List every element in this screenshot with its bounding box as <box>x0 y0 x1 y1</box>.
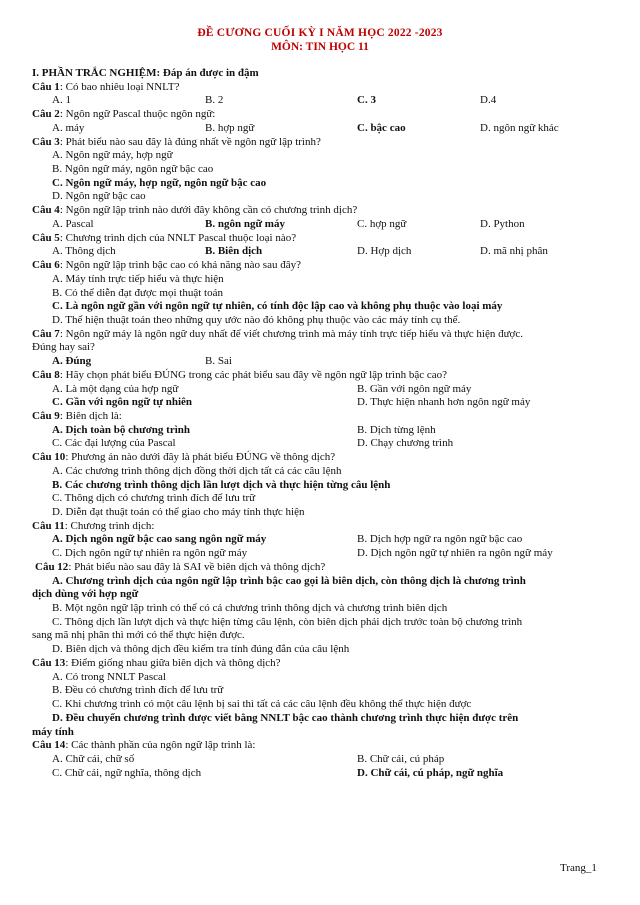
question-5-options <box>32 245 622 259</box>
option-d: D. Dịch ngôn ngữ tự nhiên ra ngôn ngữ máy <box>357 547 553 560</box>
option-b-correct: B. Các chương trình thông dịch lần lượt dịch và thực hiện từng câu lệnh <box>52 478 391 491</box>
option-d: D. Chạy chương trình <box>357 437 454 450</box>
page-number: Trang_1 <box>560 862 597 874</box>
option-c-correct: C. Là ngôn ngữ gần với ngôn ngữ tự nhiên, có tính độc lập cao và không phụ thuộc vào loại máy <box>52 300 503 313</box>
option-b: B. Chữ cái, cú pháp <box>357 752 445 765</box>
question-1-options <box>32 94 622 108</box>
option-a: A. Chữ cái, chữ số <box>52 752 135 765</box>
option-d-correct: D. Chữ cái, cú pháp, ngữ nghĩa <box>357 766 504 779</box>
question-3: Câu 3: Phát biểu nào sau đây là đúng nhất về ngôn ngữ lập trình? <box>32 135 321 148</box>
option-d: D. Diễn đạt thuật toán có thể giao cho máy tính thực hiện <box>52 506 305 518</box>
option-a: A. Ngôn ngữ máy, hợp ngữ <box>52 149 173 162</box>
option-d-correct: D. Đều chuyển chương trình được viết bằng NNLT bậc cao thành chương trình thực hiện được trên <box>52 711 519 724</box>
option-d: D. mã nhị phân <box>480 245 548 258</box>
option-b: B. Dịch từng lệnh <box>357 423 436 436</box>
option-a-correct: A. Dịch ngôn ngữ bậc cao sang ngôn ngữ máy <box>52 533 267 546</box>
option-c-correct: C. Ngôn ngữ máy, hợp ngữ, ngôn ngữ bậc cao <box>52 176 267 189</box>
question-4: Câu 4: Ngôn ngữ lập trình nào dưới đây không cần có chương trình dịch? <box>32 204 358 217</box>
option-d-correct-continued: máy tính <box>32 725 74 738</box>
question-14-options-row2 <box>32 767 622 781</box>
option-d: D.4 <box>480 94 497 107</box>
option-a-correct-continued: dịch dùng với hợp ngữ <box>32 588 139 601</box>
option-a-correct: A. Đúng <box>52 355 92 368</box>
option-d: D. Thể hiện thuật toán theo những quy ước nào đó không phụ thuộc vào các máy tính cụ thể. <box>52 313 461 326</box>
question-6: Câu 6: Ngôn ngữ lập trình bậc cao có khả năng nào sau đây? <box>32 259 301 272</box>
option-d: D. ngôn ngữ khác <box>480 121 559 134</box>
option-b: B. hợp ngữ <box>205 121 255 134</box>
option-c: C. Thông dịch có chương trình đích để lưu trữ <box>52 492 256 505</box>
option-a-correct: A. Dịch toàn bộ chương trình <box>52 423 190 436</box>
option-a: A. Là một dạng của hợp ngữ <box>52 382 179 395</box>
question-4-options <box>32 218 622 232</box>
option-b: B. Sai <box>205 355 232 368</box>
question-14-options-row1 <box>32 753 622 767</box>
option-c: C. Chữ cái, ngữ nghĩa, thông dịch <box>52 766 202 779</box>
option-c: D. Hợp dịch <box>357 245 412 258</box>
question-13: Câu 13: Điểm giống nhau giữa biên dịch và thông dịch? <box>32 656 281 669</box>
option-d: D. Thực hiện nhanh hơn ngôn ngữ máy <box>357 396 531 409</box>
option-a: A. Có trong NNLT Pascal <box>52 670 166 683</box>
question-8-options-row2 <box>32 396 622 410</box>
option-d: D. Python <box>480 217 525 230</box>
question-14: Câu 14: Các thành phần của ngôn ngữ lập trình là: <box>32 739 256 752</box>
option-b: B. Một ngôn ngữ lập trình có thể có cả chương trình thông dịch và chương trình biên dịch <box>52 602 448 615</box>
option-d: D. Ngôn ngữ bậc cao <box>52 190 146 203</box>
question-11-options-row1 <box>32 533 622 547</box>
question-7: Câu 7: Ngôn ngữ máy là ngôn ngữ duy nhất để viết chương trình mà máy tính trực tiếp hiểu và thực hiện được. <box>32 327 523 340</box>
option-c: C. Các đại lượng của Pascal <box>52 437 176 450</box>
option-d: D. Biên dịch và thông dịch đều kiểm tra tính đúng đắn của câu lệnh <box>52 643 350 656</box>
question-12: Câu 12: Phát biểu nào sau đây là SAI về biên dịch và thông dịch? <box>35 560 326 573</box>
option-b: B. Đều có chương trình đích để lưu trữ <box>52 684 224 697</box>
option-a: A. Các chương trình thông dịch đồng thời dịch tất cả các câu lệnh <box>52 464 342 477</box>
option-b: B. Ngôn ngữ máy, ngôn ngữ bậc cao <box>52 163 214 176</box>
question-11-options-row2 <box>32 547 622 561</box>
option-c: C. Thông dịch lần lượt dịch và thực hiện từng câu lệnh, còn biên dịch phải dịch trước toàn bộ chương trình <box>52 615 523 628</box>
option-b: B. Dịch hợp ngữ ra ngôn ngữ bậc cao <box>357 533 523 546</box>
option-a-correct: A. Chương trình dịch của ngôn ngữ lập trình bậc cao gọi là biên dịch, còn thông dịch là chương trình <box>52 574 526 587</box>
option-b-correct: B. Biên dịch <box>205 245 263 258</box>
question-9-options-row1 <box>32 424 622 438</box>
document-subject: MÔN: TIN HỌC 11 <box>271 41 369 53</box>
option-c: C. Khi chương trình có một câu lệnh bị sai thì tất cả các câu lệnh đều không thể thực hiện được <box>52 698 472 711</box>
question-9: Câu 9: Biên dịch là: <box>32 409 122 422</box>
option-c-correct: C. bậc cao <box>357 121 406 134</box>
question-8: Câu 8: Hãy chọn phát biểu ĐÚNG trong các phát biểu sau đây về ngôn ngữ lập trình bậc cao? <box>32 368 447 381</box>
option-a: A. 1 <box>52 94 71 107</box>
option-b: B. 2 <box>205 94 224 107</box>
question-2: Câu 2: Ngôn ngữ Pascal thuộc ngôn ngữ: <box>32 108 216 121</box>
option-a: A. Thông dịch <box>52 245 116 258</box>
option-b-correct: B. ngôn ngữ máy <box>205 217 285 230</box>
option-c: C. hợp ngữ <box>357 217 407 230</box>
question-8-options-row1 <box>32 383 622 397</box>
option-b: B. Có thể diễn đạt được mọi thuật toán <box>52 286 223 299</box>
question-1: Câu 1: Có bao nhiêu loại NNLT? <box>32 80 180 93</box>
option-c-correct: C. 3 <box>357 94 376 107</box>
question-7-continued: Đúng hay sai? <box>32 341 95 354</box>
question-11: Câu 11: Chương trình dịch: <box>32 519 155 532</box>
option-c: C. Dịch ngôn ngữ tự nhiên ra ngôn ngữ máy <box>52 547 248 560</box>
option-c-correct: C. Gần với ngôn ngữ tự nhiên <box>52 396 193 409</box>
question-10: Câu 10: Phương án nào dưới đây là phát biểu ĐÚNG về thông dịch? <box>32 451 336 464</box>
question-7-options <box>32 355 622 369</box>
question-2-options <box>32 122 622 136</box>
document-title: ĐỀ CƯƠNG CUỐI KỲ I NĂM HỌC 2022 -2023 <box>197 27 443 39</box>
option-a: A. Máy tính trực tiếp hiểu và thực hiện <box>52 272 224 285</box>
option-a: A. máy <box>52 121 85 134</box>
option-c-continued: sang mã nhị phân thì mới có thể thực hiện được. <box>32 629 245 642</box>
question-9-options-row2 <box>32 437 622 451</box>
document-body <box>32 67 622 780</box>
section-title: I. PHẦN TRẮC NGHIỆM: Đáp án được in đậm <box>32 67 259 79</box>
option-a: A. Pascal <box>52 217 94 230</box>
question-5: Câu 5: Chương trình dịch của NNLT Pascal thuộc loại nào? <box>32 231 297 244</box>
option-b: B. Gần với ngôn ngữ máy <box>357 382 472 395</box>
